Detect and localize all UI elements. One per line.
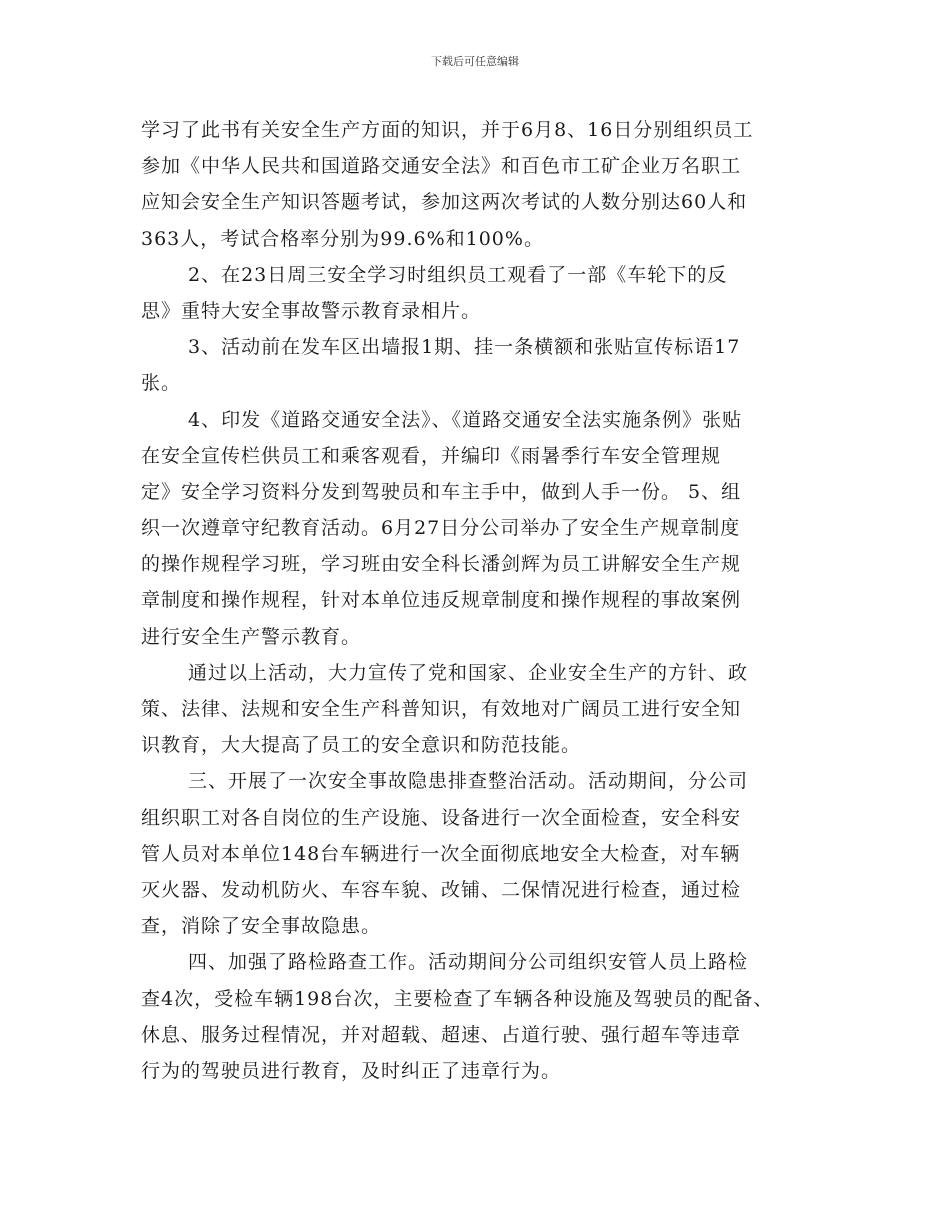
text-line: 管人员对本单位148台车辆进行一次全面彻底地安全大检查，对车辆 bbox=[141, 842, 741, 865]
paragraph-start-line: 3、活动前在发车区出墙报1期、挂一条横额和张贴宣传标语17 bbox=[188, 336, 741, 359]
text-line: 组织职工对各自岗位的生产设施、设备进行一次全面检查，安全科安 bbox=[141, 806, 742, 829]
paragraph-start-line: 四、加强了路检路查工作。活动期间分公司组织安管人员上路检 bbox=[188, 951, 749, 974]
paragraph-start-line: 通过以上活动，大力宣传了党和国家、企业安全生产的方针、政 bbox=[188, 661, 749, 684]
text-line: 应知会安全生产知识答题考试，参加这两次考试的人数分别达60人和 bbox=[141, 191, 748, 214]
text-line: 织一次遵章守纪教育活动。6月27日分公司举办了安全生产规章制度 bbox=[141, 517, 741, 540]
text-line: 定》安全学习资料分发到驾驶员和车主手中，做到人手一份。 5、组 bbox=[141, 480, 742, 503]
text-line: 章制度和操作规程，针对本单位违反规章制度和操作规程的事故案例 bbox=[141, 589, 742, 612]
text-line: 进行安全生产警示教育。 bbox=[141, 625, 362, 648]
text-line: 363人，考试合格率分别为99.6%和100%。 bbox=[141, 227, 544, 250]
text-line: 的操作规程学习班，学习班由安全科长潘剑辉为员工讲解安全生产规 bbox=[141, 553, 742, 576]
text-line: 查4次，受检车辆198台次，主要检查了车辆各种设施及驾驶员的配备、 bbox=[141, 987, 774, 1010]
text-line: 查，消除了安全事故隐患。 bbox=[141, 915, 382, 938]
paragraph-start-line: 4、印发《道路交通安全法》、《道路交通安全法实施条例》张贴 bbox=[188, 408, 743, 431]
paragraph-start-line: 2、在23日周三安全学习时组织员工观看了一部《车轮下的反 bbox=[188, 263, 728, 286]
text-line: 休息、服务过程情况，并对超载、超速、占道行驶、强行超车等违章 bbox=[141, 1023, 742, 1046]
text-line: 灭火器、发动机防火、车容车貌、改铺、二保情况进行检查，通过检 bbox=[141, 878, 742, 901]
text-line: 参加《中华人民共和国道路交通安全法》和百色市工矿企业万名职工 bbox=[141, 155, 742, 178]
text-line: 思》重特大安全事故警示教育录相片。 bbox=[141, 299, 482, 322]
text-line: 策、法律、法规和安全生产科普知识，有效地对广阔员工进行安全知 bbox=[141, 698, 742, 720]
text-line: 识教育，大大提高了员工的安全意识和防范技能。 bbox=[141, 734, 582, 757]
document-body bbox=[141, 112, 831, 1089]
text-line: 在安全宣传栏供员工和乘客观看，并编印《雨暑季行车安全管理规 bbox=[141, 444, 722, 467]
paragraph-start-line: 三、开展了一次安全事故隐患排查整治活动。活动期间，分公司 bbox=[188, 770, 749, 793]
text-line: 张。 bbox=[141, 372, 182, 395]
page-header: 下载后可任意编辑 bbox=[431, 55, 519, 68]
text-line: 学习了此书有关安全生产方面的知识，并于6月8、16日分别组织员工 bbox=[141, 119, 754, 141]
text-line: 行为的驾驶员进行教育，及时纠正了违章行为。 bbox=[141, 1059, 562, 1082]
